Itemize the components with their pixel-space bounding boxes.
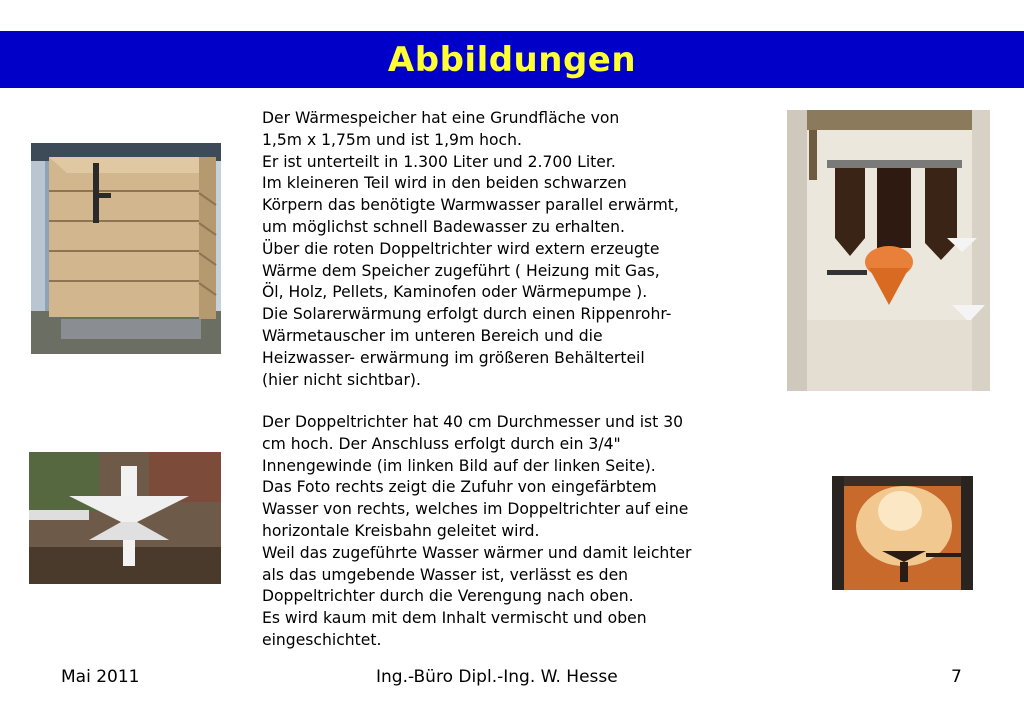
text-line: Weil das zugeführte Wasser wärmer und damit leichter (262, 543, 692, 562)
page-title: Abbildungen (387, 39, 637, 80)
text-line: Es wird kaum mit dem Inhalt vermischt und oben (262, 609, 647, 628)
text-line: als das umgebende Wasser ist, verlässt es den (262, 565, 629, 584)
text-line: um möglichst schnell Badewasser zu erhalten. (262, 217, 625, 236)
heat-storage-tank-photo (31, 143, 221, 354)
paragraph-double-funnel (262, 412, 777, 652)
text-line: Heizwasser- erwärmung im größeren Behälterteil (262, 348, 645, 367)
paragraph-heat-storage (262, 108, 777, 391)
page-number: 7 (951, 667, 962, 687)
footer-company: Ing.-Büro Dipl.-Ing. W. Hesse (376, 667, 618, 687)
text-line: Die Solarerwärmung erfolgt durch einen Rippenrohr- (262, 305, 672, 324)
double-funnel-photo (29, 452, 221, 584)
text-line: Körpern das benötigte Warmwasser parallel erwärmt, (262, 196, 679, 215)
text-line: 1,5m x 1,75m und ist 1,9m hoch. (262, 130, 522, 149)
footer-date: Mai 2011 (61, 667, 140, 687)
tank-interior-photo (787, 110, 990, 391)
text-line: eingeschichtet. (262, 630, 382, 649)
text-line: Über die roten Doppeltrichter wird extern erzeugte (262, 239, 660, 258)
dyed-water-flow-photo (832, 476, 973, 590)
text-line: Der Wärmespeicher hat eine Grundfläche von (262, 109, 620, 127)
text-line: horizontale Kreisbahn geleitet wird. (262, 521, 540, 540)
text-line: Das Foto rechts zeigt die Zufuhr von eingefärbtem (262, 478, 657, 497)
text-line: Wasser von rechts, welches im Doppeltrichter auf eine (262, 500, 689, 519)
text-line: Er ist unterteilt in 1.300 Liter und 2.700 Liter. (262, 152, 616, 171)
text-line: Öl, Holz, Pellets, Kaminofen oder Wärmepumpe ). (262, 283, 648, 302)
title-bar (0, 31, 1024, 88)
text-line: Doppeltrichter durch die Verengung nach oben. (262, 587, 634, 606)
text-line: (hier nicht sichtbar). (262, 370, 421, 389)
text-line: Wärme dem Speicher zugeführt ( Heizung mit Gas, (262, 261, 660, 280)
text-line: Der Doppeltrichter hat 40 cm Durchmesser und ist 30 (262, 413, 684, 431)
text-line: Wärmetauscher im unteren Bereich und die (262, 326, 603, 345)
text-line: cm hoch. Der Anschluss erfolgt durch ein 3/4" (262, 434, 621, 453)
text-line: Innengewinde (im linken Bild auf der linken Seite). (262, 456, 656, 475)
text-line: Im kleineren Teil wird in den beiden schwarzen (262, 174, 627, 193)
